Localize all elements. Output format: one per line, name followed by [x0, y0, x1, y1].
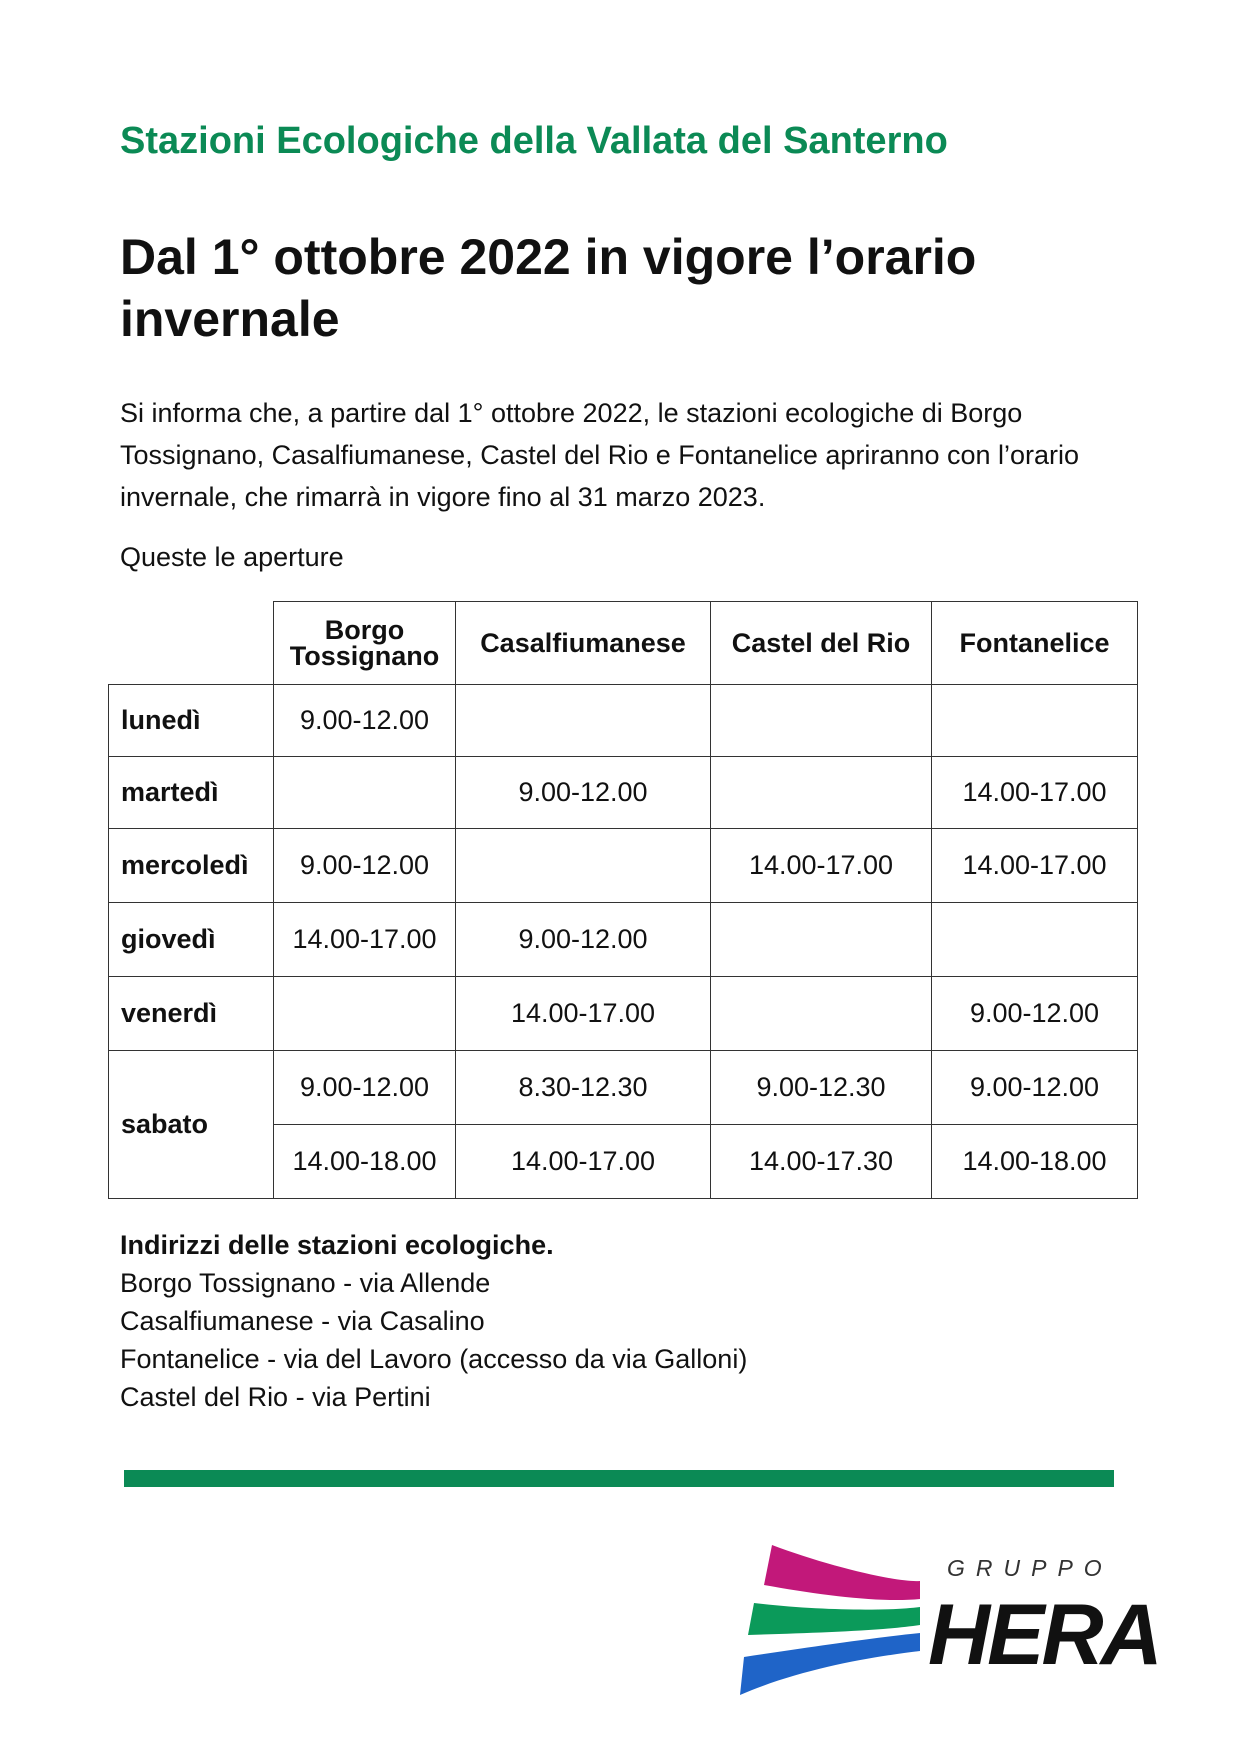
logo-magenta-stripe [764, 1545, 920, 1600]
hours-cell [932, 685, 1138, 757]
green-divider-bar [124, 1470, 1114, 1487]
hours-cell [274, 977, 456, 1051]
intro-text [120, 392, 1130, 518]
day-label: mercoledì [109, 829, 274, 903]
hours-cell: 9.00-12.00 [456, 757, 711, 829]
day-label: martedì [109, 757, 274, 829]
day-label: giovedì [109, 903, 274, 977]
hours-cell [711, 903, 932, 977]
table-row [109, 903, 1138, 977]
hours-cell: 14.00-18.00 [274, 1125, 456, 1199]
hours-cell: 14.00-17.00 [932, 757, 1138, 829]
address-item: Castel del Rio - via Pertini [120, 1382, 431, 1412]
hours-cell [274, 757, 456, 829]
column-header-castel-del-rio: Castel del Rio [711, 602, 932, 685]
column-header-fontanelice: Fontanelice [932, 602, 1138, 685]
page-headline: Dal 1° ottobre 2022 in vigore l’orario invernale [120, 229, 977, 347]
hours-cell [711, 685, 932, 757]
hours-cell: 14.00-18.00 [932, 1125, 1138, 1199]
hours-cell: 8.30-12.30 [456, 1051, 711, 1125]
intro-paragraph: Si informa che, a partire dal 1° ottobre 2022, le stazioni ecologiche di Borgo Tossignano, Casalfiumanese, Castel del Rio e Fontanelice apriranno con l’orario invernale, che rimarrà in vigore fino al 31 marzo 2023. [120, 398, 1080, 512]
day-label: venerdì [109, 977, 274, 1051]
hours-cell [711, 757, 932, 829]
hours-cell: 9.00-12.00 [274, 1051, 456, 1125]
hours-cell: 9.00-12.30 [711, 1051, 932, 1125]
logo-blue-stripe [740, 1633, 920, 1695]
openings-lead: Queste le aperture [120, 542, 344, 572]
table-row [109, 977, 1138, 1051]
hours-cell: 14.00-17.30 [711, 1125, 932, 1199]
table-row [109, 685, 1138, 757]
hours-cell: 14.00-17.00 [456, 1125, 711, 1199]
day-label: lunedì [109, 685, 274, 757]
hours-cell [456, 829, 711, 903]
table-row-saturday-morning [109, 1051, 1138, 1125]
address-item: Casalfiumanese - via Casalino [120, 1306, 485, 1336]
hours-cell: 9.00-12.00 [456, 903, 711, 977]
column-header-casalfiumanese: Casalfiumanese [456, 602, 711, 685]
logo-green-stripe [748, 1603, 920, 1635]
hours-cell: 9.00-12.00 [274, 829, 456, 903]
hours-cell [711, 977, 932, 1051]
table-row [109, 757, 1138, 829]
logo-hera-text: HERA [928, 1587, 1160, 1683]
address-item: Fontanelice - via del Lavoro (accesso da via Galloni) [120, 1344, 748, 1374]
hours-cell: 9.00-12.00 [932, 977, 1138, 1051]
hours-cell: 14.00-17.00 [711, 829, 932, 903]
hours-cell: 14.00-17.00 [932, 829, 1138, 903]
hours-cell [456, 685, 711, 757]
addresses-title: Indirizzi delle stazioni ecologiche. [120, 1230, 554, 1260]
hours-cell: 9.00-12.00 [274, 685, 456, 757]
kicker-title: Stazioni Ecologiche della Vallata del Santerno [120, 120, 948, 162]
table-corner-cell [109, 602, 274, 685]
table-header-row [109, 602, 1138, 685]
hours-cell: 14.00-17.00 [456, 977, 711, 1051]
hours-cell: 14.00-17.00 [274, 903, 456, 977]
table-row [109, 829, 1138, 903]
hours-cell [932, 903, 1138, 977]
day-label-saturday: sabato [109, 1051, 274, 1199]
opening-hours-table [108, 601, 1138, 1199]
hours-cell: 9.00-12.00 [932, 1051, 1138, 1125]
address-item: Borgo Tossignano - via Allende [120, 1268, 491, 1298]
logo-gruppo-text: GRUPPO [947, 1555, 1113, 1581]
addresses-section [120, 1226, 747, 1416]
column-header-borgo-tossignano: Borgo Tossignano [274, 602, 456, 685]
